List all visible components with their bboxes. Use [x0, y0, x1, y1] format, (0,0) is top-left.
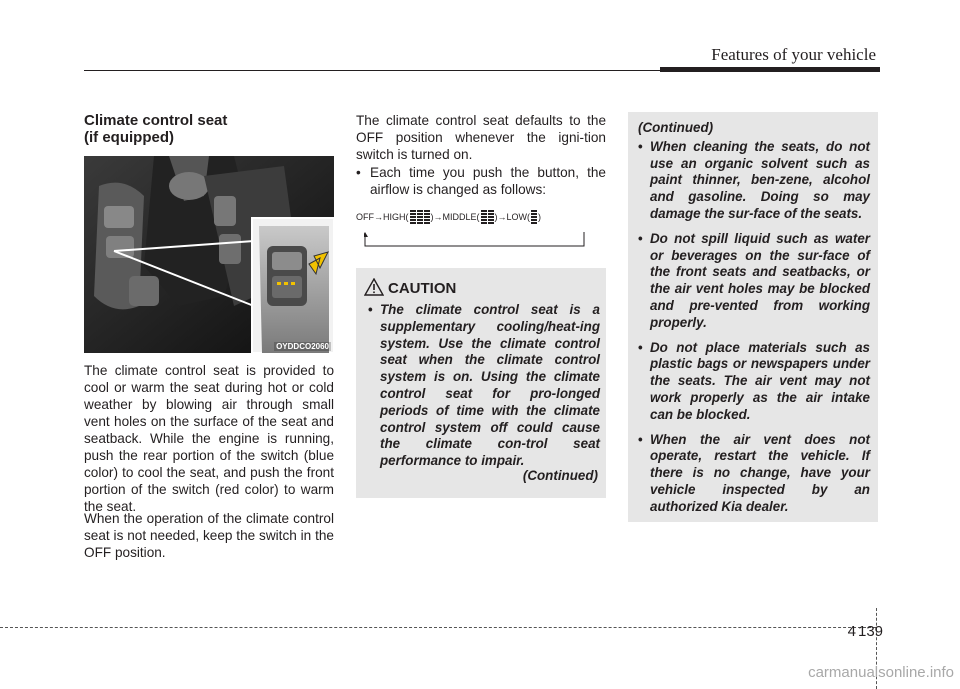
- bullet-dot: •: [638, 138, 643, 154]
- fan-middle-icon: [481, 210, 494, 224]
- caution-item: [638, 340, 870, 424]
- watermark: carmanualsonline.info: [808, 664, 954, 681]
- fan-low-icon: [531, 210, 537, 224]
- figure-code: OYDDCO2060: [276, 342, 329, 351]
- page-number: 139: [858, 623, 884, 640]
- bullet-dot: •: [638, 431, 643, 447]
- paragraph-default: The climate control seat defaults to the OFF position whenever the igni-tion switch is turned on.: [356, 113, 606, 162]
- footer-rule: [0, 627, 876, 628]
- caution-title: CAUTION: [388, 280, 457, 297]
- continued-caution-box: [628, 112, 878, 522]
- console-photo: [84, 156, 334, 353]
- caution-continued: (Continued): [522, 468, 598, 483]
- caution-text: When the air vent does not operate, restart the vehicle. If there is no change, have your vehicle inspected by an authorized Kia dealer.: [650, 431, 870, 514]
- paragraph-off: When the operation of the climate control seat is not needed, keep the switch in the OFF position.: [84, 511, 334, 560]
- bullet-airflow: [356, 164, 606, 198]
- seq-middle: )→MIDDLE(: [430, 212, 480, 222]
- continued-label: (Continued): [638, 120, 714, 135]
- seq-arrow: →: [374, 212, 383, 222]
- caution-text: Do not spill liquid such as water or beverages on the sur-face of the front seats and seatbacks, or the air vent holes may be blocked and pre-vented from working properly.: [650, 230, 870, 330]
- header-title: Features of your vehicle: [711, 45, 876, 64]
- heading-line-2: (if equipped): [84, 129, 174, 146]
- fan-high-icon: [410, 210, 430, 224]
- airflow-sequence: [356, 206, 616, 246]
- caution-text: The climate control seat is a supplementary cooling/heat-ing system. Use the climate control seat when the climate control system is on. Using the climate control seat for pro-longed periods of time with the climate control system off could cause the climate con-trol seat performance to impair.: [380, 302, 600, 469]
- chapter-number: 4: [847, 623, 856, 640]
- header-rule-accent: [660, 67, 880, 72]
- caution-text: Do not place materials such as plastic bags or newspapers under the seats. The air vent may not work properly as the air intake can be blocked.: [650, 339, 870, 422]
- seq-end: ): [538, 212, 541, 222]
- bullet-dot: •: [638, 339, 643, 355]
- caution-item: [638, 139, 870, 223]
- console-illustration: [84, 156, 334, 353]
- section-heading: [84, 112, 334, 146]
- caution-item: [638, 432, 870, 516]
- paragraph-intro: The climate control seat is provided to cool or warm the seat during hot or cold weather by blowing air through small vent holes on the surface of the seat and seatback. While the engine is running, push the rear portion of the switch (blue color) to cool the seat, and push the front portion of the switch (red color) to warm the seat.: [84, 363, 334, 514]
- loop-arrow-icon: [364, 232, 586, 250]
- caution-item: [368, 302, 600, 470]
- caution-box: [356, 268, 606, 498]
- seq-high: HIGH(: [383, 212, 409, 222]
- heading-line-1: Climate control seat: [84, 112, 228, 129]
- bullet-dot: •: [356, 165, 361, 180]
- caution-text: When cleaning the seats, do not use an organic solvent such as paint thinner, ben-zene, alcohol and gasoline. Doing so may damage the sur-face of the seats.: [650, 138, 870, 221]
- bullet-airflow-text: Each time you push the button, the airflow is changed as follows:: [370, 165, 606, 197]
- caution-item: [638, 231, 870, 332]
- seq-low: )→LOW(: [494, 212, 530, 222]
- seq-off: OFF: [356, 212, 374, 222]
- bullet-dot: •: [638, 230, 643, 246]
- bullet-dot: •: [368, 302, 373, 317]
- warning-icon: [364, 278, 384, 296]
